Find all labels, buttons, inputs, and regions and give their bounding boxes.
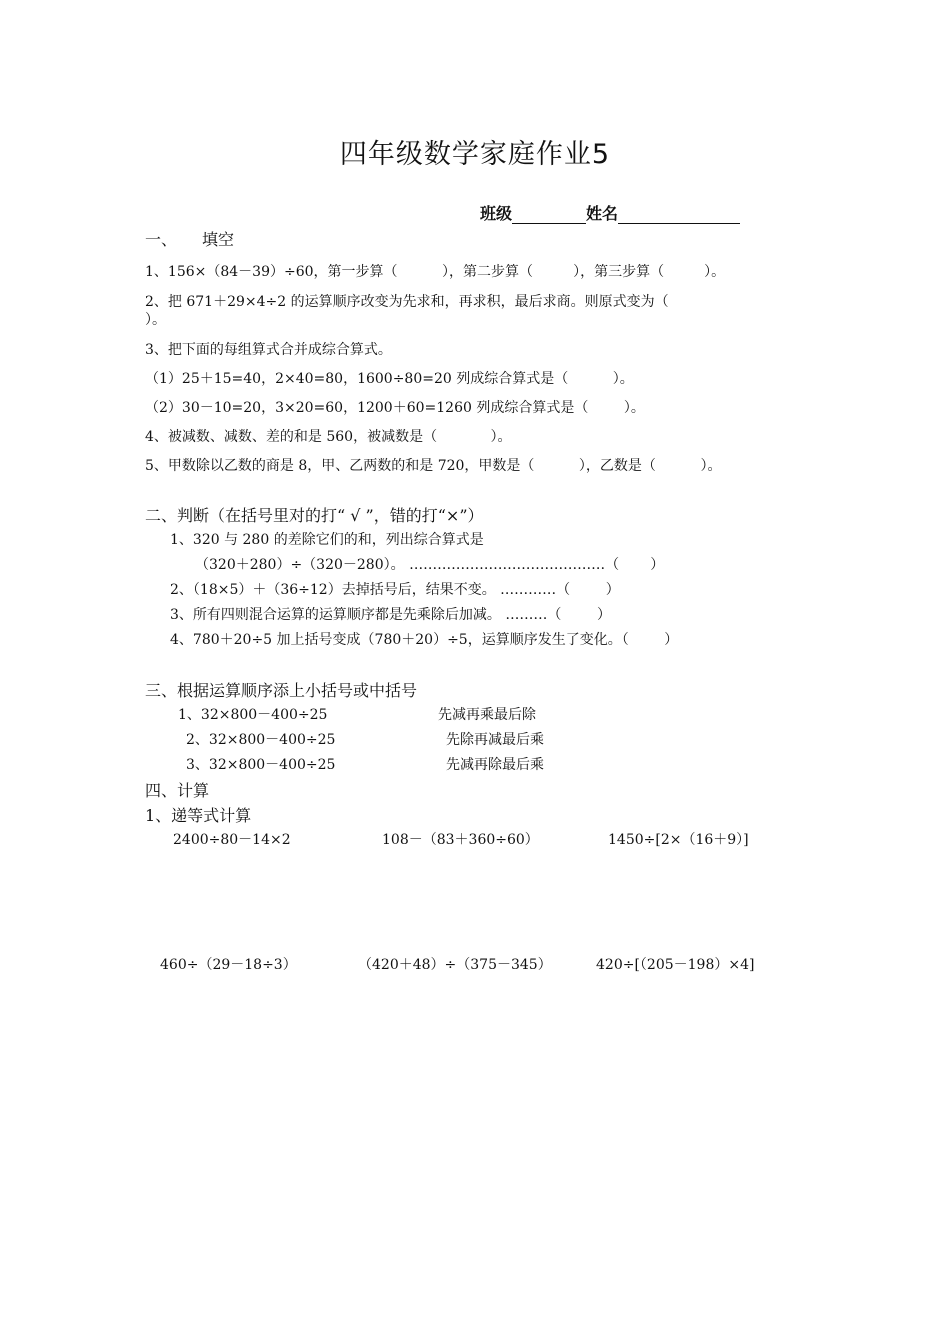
judge-4: 4、780＋20÷5 加上括号变成（780＋20）÷5，运算顺序发生了变化。（ ）: [170, 632, 679, 648]
calc-4: 460÷（29－18÷3）: [160, 957, 297, 973]
section1-heading-num: 一、: [145, 230, 178, 249]
calc-6: 420÷[（205－198）×4]: [596, 957, 755, 973]
question-1-3-1: （1）25＋15=40，2×40=80，1600÷80=20 列成综合算式是（ ）。: [145, 371, 634, 387]
section2-heading: 二、判断（在括号里对的打“ √ ”，错的打“×”）: [145, 506, 484, 525]
bracket-expr-3: 3、32×800－400÷25: [186, 757, 336, 773]
question-1-2: 2、把 671＋29×4÷2 的运算顺序改变为先求和，再求积，最后求商。则原式变为（: [145, 294, 669, 310]
judge-1-cont: （320＋280）÷（320－280）。 ……………………………………（ ）: [195, 557, 665, 573]
question-1-5: 5、甲数除以乙数的商是 8，甲、乙两数的和是 720，甲数是（ ），乙数是（ ）。: [145, 458, 722, 474]
calc-2: 108－（83＋360÷60）: [382, 832, 539, 848]
section3-heading: 三、根据运算顺序添上小括号或中括号: [145, 681, 418, 700]
section4-subheading: 1、递等式计算: [145, 806, 252, 825]
section4-heading: 四、计算: [145, 781, 210, 800]
bracket-order-3: 先减再除最后乘: [446, 757, 544, 773]
student-info-line: [480, 201, 740, 224]
calc-3: 1450÷[2×（16＋9）]: [608, 832, 749, 848]
name-label: 姓名: [586, 204, 619, 223]
question-1-3: 3、把下面的每组算式合并成综合算式。: [145, 342, 392, 358]
question-1-2-cont: ）。: [145, 312, 166, 328]
judge-3: 3、所有四则混合运算的运算顺序都是先乘除后加减。 ………（ ）: [170, 607, 611, 623]
judge-1: 1、320 与 280 的差除它们的和，列出综合算式是: [170, 532, 484, 548]
question-1-4: 4、被减数、减数、差的和是 560，被减数是（ ）。: [145, 429, 512, 445]
name-blank[interactable]: [618, 207, 740, 224]
class-label: 班级: [480, 204, 513, 223]
bracket-expr-1: 1、32×800－400÷25: [178, 707, 328, 723]
bracket-expr-2: 2、32×800－400÷25: [186, 732, 336, 748]
page-title: 四年级数学家庭作业5: [339, 139, 611, 170]
class-blank[interactable]: [512, 207, 586, 224]
bracket-order-2: 先除再减最后乘: [446, 732, 544, 748]
calc-5: （420＋48）÷（375－345）: [358, 957, 552, 973]
section1-heading-text: 填空: [202, 230, 235, 249]
bracket-order-1: 先减再乘最后除: [438, 707, 536, 723]
calc-1: 2400÷80－14×2: [173, 832, 291, 848]
question-1-1: 1、156×（84－39）÷60，第一步算（ ），第二步算（ ），第三步算（ ）。: [145, 264, 726, 280]
judge-2: 2、（18×5）＋（36÷12）去掉括号后，结果不变。 …………（ ）: [170, 582, 620, 598]
question-1-3-2: （2）30－10=20，3×20=60，1200＋60=1260 列成综合算式是（ ）。: [145, 400, 645, 416]
